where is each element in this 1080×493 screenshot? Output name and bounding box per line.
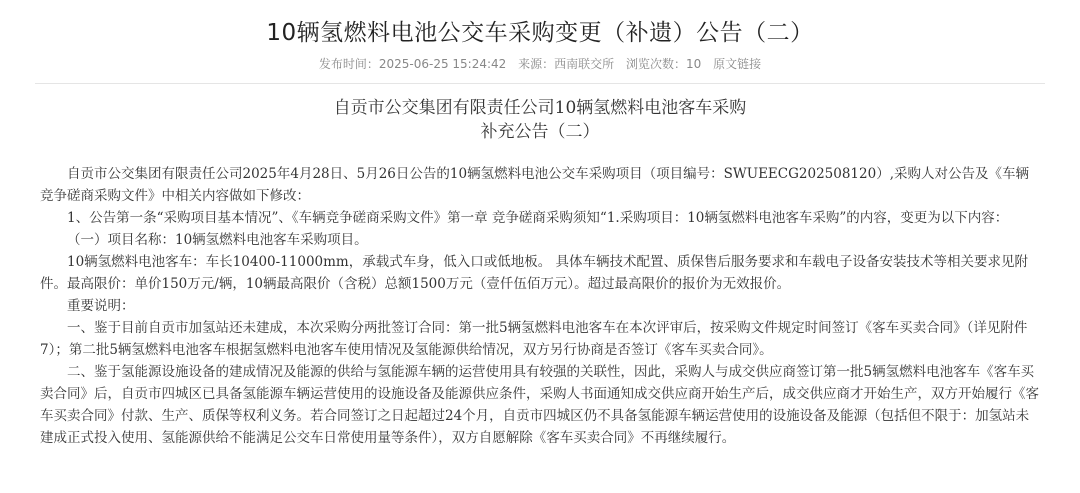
source-value: 西南联交所: [554, 57, 615, 71]
paragraph-intro: 自贡市公交集团有限责任公司2025年4月28日、5月26日公告的10辆氢燃料电池公交车采购项目（项目编号：SWUEECG202508120）,采购人对公告及《车辆竞争磋商采购文件》中相关内容做如下修改：: [40, 166, 1029, 204]
paragraph-important-note: 重要说明：: [67, 298, 135, 314]
source: [518, 57, 614, 71]
view-count-label: 浏览次数：: [626, 57, 687, 71]
subtitle-line-1: 自贡市公交集团有限责任公司10辆氢燃料电池客车采购: [333, 98, 747, 118]
view-count-value: 10: [686, 57, 702, 71]
paragraph-note-1: 一、鉴于目前自贡市加氢站还未建成，本次采购分两批签订合同：第一批5辆氢燃料电池客车在本次评审后，按采购文件规定时间签订《客车买卖合同》（详见附件7）；第二批5辆氢燃料电池客车根据氢燃料电池客车使用情况及氢能源供给情况，双方另行协商是否签订《客车买卖合同》。: [40, 320, 1028, 358]
paragraph-vehicle-spec: 10辆氢燃料电池客车：车长10400-11000mm，承载式车身，低入口或低地板。 具体车辆技术配置、质保售后服务要求和车载电子设备安装技术等相关要求见附件。最高限价：单价150万元/辆，10辆最高限价（含税）总额1500万元（壹仟伍佰万元）。超过最高限价的报价为无效报价。: [40, 254, 1029, 292]
paragraph-note-2: 二、鉴于氢能源设施设备的建成情况及能源的供给与氢能源车辆的运营使用具有较强的关联性，因此，采购人与成交供应商签订第一批5辆氢燃料电池客车《客车买卖合同》后，自贡市四城区已具备氢能源车辆运营使用的设施设备及能源供应条件，采购人书面通知成交供应商开始生产后，成交供应商才开始生产，双方开始履行《客车买卖合同》付款、生产、质保等权利义务。若合同签订之日起超过24个月，自贡市四城区仍不具备氢能源车辆运营使用的设施设备及能源（包括但不限于：加氢站未建成正式投入使用、氢能源供给不能满足公交车日常使用量等条件），双方自愿解除《客车买卖合同》不再继续履行。: [40, 364, 1039, 446]
source-label: 来源：: [518, 57, 555, 71]
subtitle-line-2: 补充公告（二）: [480, 122, 600, 142]
paragraph-project-name: （一）项目名称：10辆氢燃料电池客车采购项目。: [67, 232, 368, 248]
publish-time-label: 发布时间：: [318, 57, 379, 71]
article-meta: [0, 55, 1080, 73]
article-title: 10辆氢燃料电池公交车采购变更（补遗）公告（二）: [266, 20, 814, 46]
publish-time: [319, 57, 506, 71]
header-divider: [35, 83, 1045, 84]
notice-subtitle: [0, 96, 1080, 144]
original-link[interactable]: 原文链接: [713, 57, 762, 71]
view-count: [626, 57, 701, 71]
publish-time-value: 2025-06-25 15:24:42: [378, 57, 507, 71]
paragraph-item-1: 1、公告第一条“采购项目基本情况”、《车辆竞争磋商采购文件》第一章 竞争磋商采购须知“1.采购项目：10辆氢燃料电池客车采购”的内容，变更为以下内容：: [67, 210, 1009, 226]
article-body: [40, 163, 1040, 449]
